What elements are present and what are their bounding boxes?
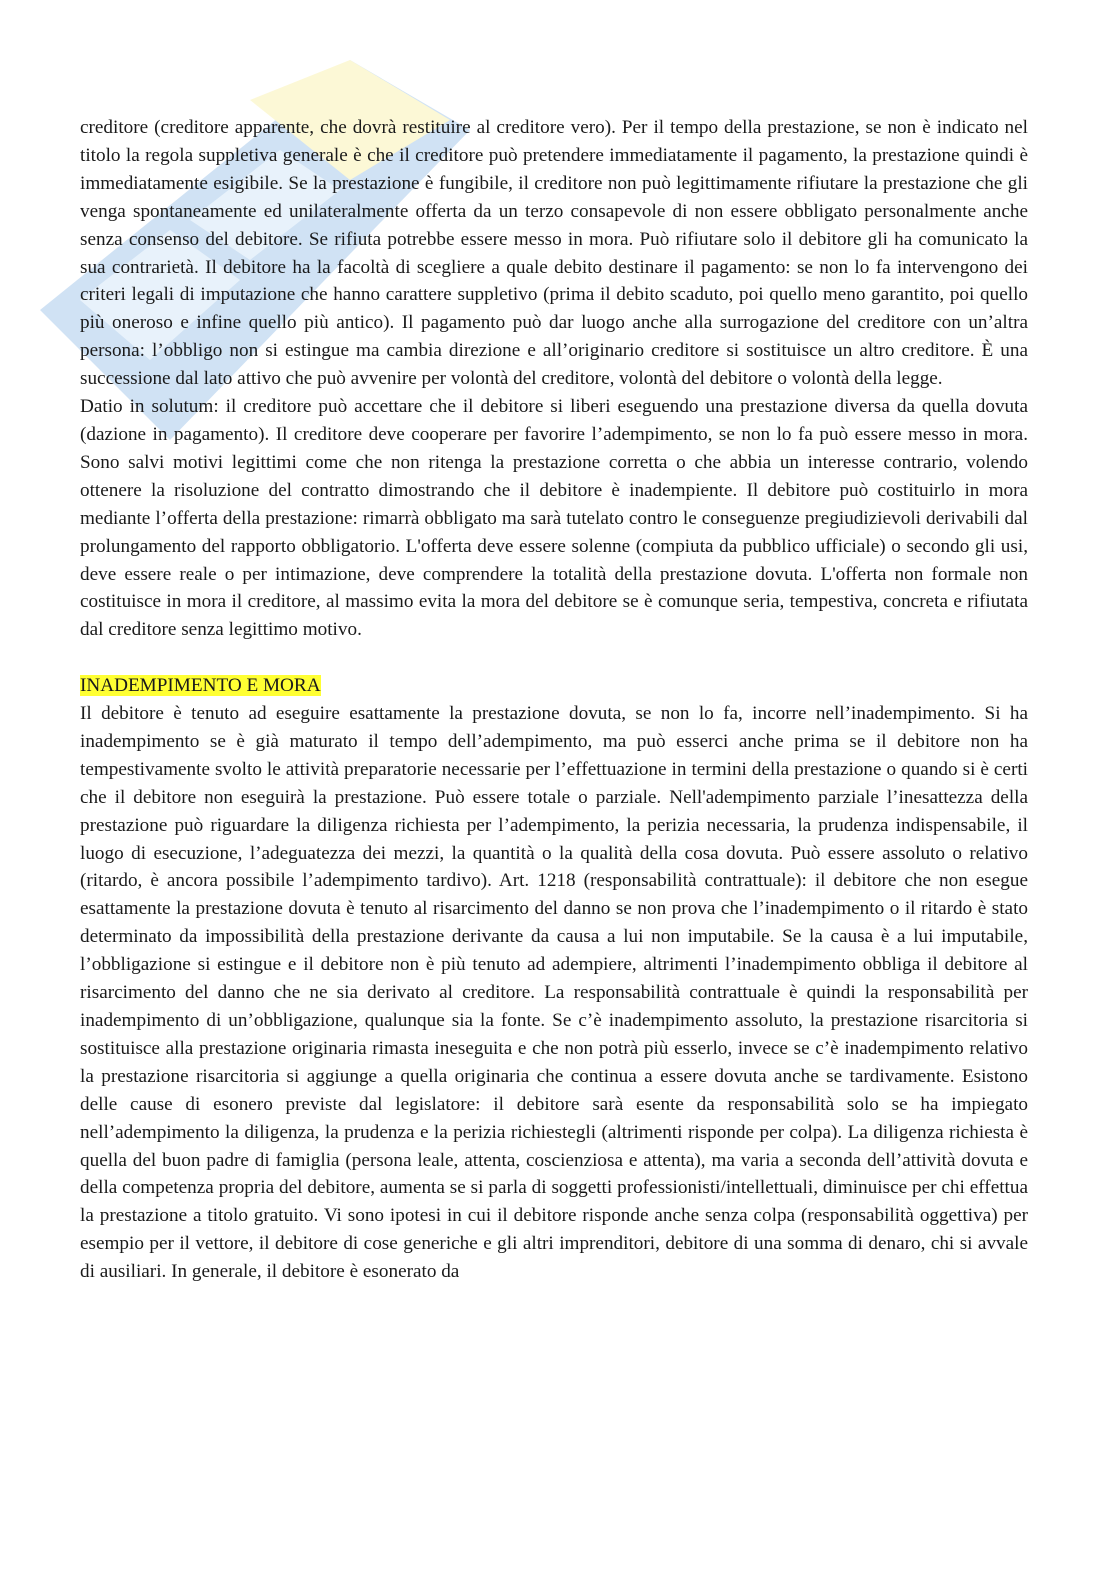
paragraph-inadempimento: Il debitore è tenuto ad eseguire esattamente la prestazione dovuta, se non lo fa, incorre nell’inadempimento. Si ha inadempimento se è già maturato il tempo dell’adempimento, ma può esserci anche prima se il debitore non ha tempestivamente svolto le attività preparatorie necessarie per l’effettuazione in termini della prestazione o quando si è certi che il debitore non eseguirà la prestazione. Può essere totale o parziale. Nell'adempimento parziale l’inesattezza della prestazione può riguardare la diligenza richiesta per l’adempimento, la perizia necessaria, la prudenza indispensabile, il luogo di esecuzione, l’adeguatezza dei mezzi, la quantità o la qualità della cosa dovuta. Può essere assoluto o relativo (ritardo, è ancora possibile l’adempimento tardivo). Art. 1218 (responsabilità contrattuale): il debitore che non esegue esattamente la prestazione dovuta è tenuto al risarcimento del danno se non prova che l’inadempimento o il ritardo è stato determinato da impossibilità della prestazione derivante da causa a lui non imputabile. Se la causa è a lui imputabile, l’obbligazione si estingue e il debitore non è più tenuto ad adempiere, altrimenti l’inadempimento obbliga il debitore al risarcimento del danno che ne sia derivato al creditore. La responsabilità contrattuale è quindi la responsabilità per inadempimento di un’obbligazione, qualunque sia la fonte. Se c’è inadempimento assoluto, la prestazione risarcitoria si sostituisce alla prestazione originaria rimasta ineseguita e che non potrà più esserlo, invece se c’è inadempimento relativo la prestazione risarcitoria si aggiunge a quella originaria che continua a essere dovuta anche se tardivamente. Esistono delle cause di esonero previste dal legislatore: il debitore sarà esente da responsabilità solo se ha impiegato nell’adempimento la diligenza, la prudenza e la perizia richiestegli (altrimenti risponde per colpa). La diligenza richiesta è quella del buon padre di famiglia (persona leale, attenta, coscienziosa e attenta), ma varia a seconda dell’attività dovuta e della competenza propria del debitore, aumenta se si parla di soggetti professionisti/intellettuali, diminuisce per chi effettua la prestazione a titolo gratuito. Vi sono ipotesi in cui il debitore risponde anche senza colpa (responsabilità oggettiva) per esempio per il vettore, il debitore di cose generiche e gli altri imprenditori, debitore di una somma di denaro, chi si avvale di ausiliari. In generale, il debitore è esonerato da [80,703,1028,1283]
document-page [80,114,1028,1286]
paragraph-payment: creditore (creditore apparente, che dovrà restituire al creditore vero). Per il tempo della prestazione, se non è indicato nel titolo la regola suppletiva generale è che il creditore può pretendere immediatamente il pagamento, la prestazione quindi è immediatamente esigibile. Se la prestazione è fungibile, il creditore non può legittimamente rifiutare la prestazione che gli venga spontaneamente ed unilateralmente offerta da un terzo consapevole di non essere obbligato personalmente anche senza consenso del debitore. Se rifiuta potrebbe essere messo in mora. Può rifiutare solo il debitore gli ha comunicato la sua contrarietà. Il debitore ha la facoltà di scegliere a quale debito destinare il pagamento: se non lo fa intervengono dei criteri legali di imputazione che hanno carattere suppletivo (prima il debito scaduto, poi quello meno garantito, poi quello più oneroso e infine quello più antico). Il pagamento può dar luogo anche alla surrogazione del creditore con un’altra persona: l’obbligo non si estingue ma cambia direzione e all’originario creditore si sostituisce un altro creditore. È una successione dal lato attivo che può avvenire per volontà del creditore, volontà del debitore o volontà della legge. [80,117,1028,390]
highlighted-heading-text: INADEMPIMENTO E MORA [80,675,321,697]
section-heading [80,672,1028,700]
paragraph-datio-in-solutum: Datio in solutum: il creditore può accettare che il debitore si liberi eseguendo una prestazione diversa da quella dovuta (dazione in pagamento). Il creditore deve cooperare per favorire l’adempimento, se non lo fa può essere messo in mora. Sono salvi motivi legittimi come che non ritenga la prestazione corretta o che abbia un interesse contrario, volendo ottenere la risoluzione del contratto dimostrando che il debitore è inadempiente. Il debitore può costituirlo in mora mediante l’offerta della prestazione: rimarrà obbligato ma sarà tutelato contro le conseguenze pregiudizievoli derivabili dal prolungamento del rapporto obbligatorio. L'offerta deve essere solenne (compiuta da pubblico ufficiale) o secondo gli usi, deve essere reale o per intimazione, deve comprendere la totalità della prestazione dovuta. L'offerta non formale non costituisce in mora il creditore, al massimo evita la mora del debitore se è comunque seria, tempestiva, concreta e rifiutata dal creditore senza legittimo motivo. [80,396,1028,641]
paragraph-spacer [80,644,1028,672]
